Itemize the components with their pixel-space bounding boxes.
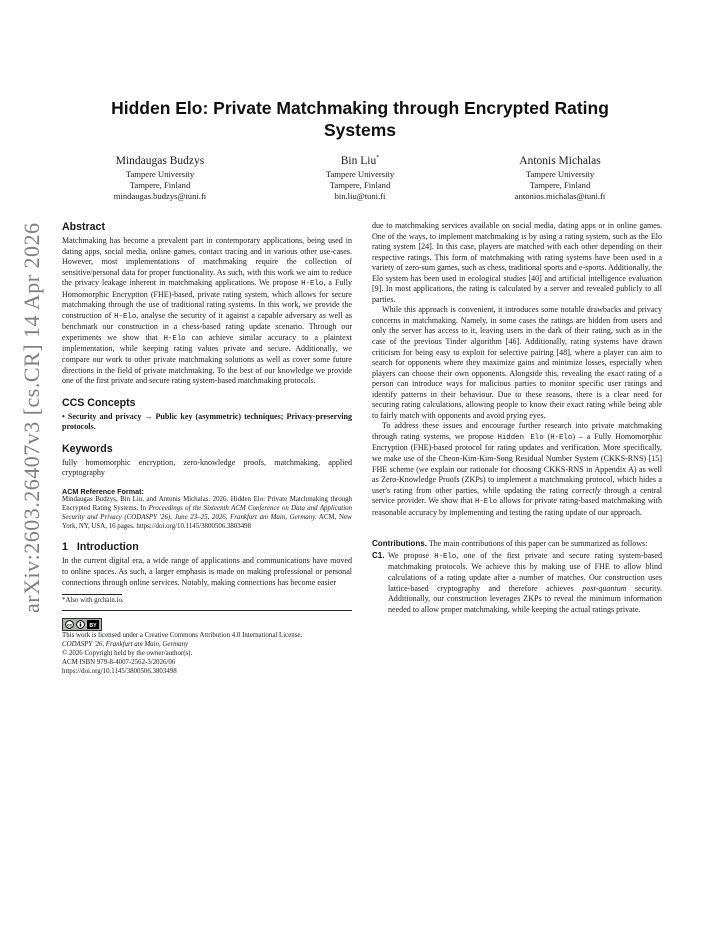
ccs-heading: CCS Concepts (62, 396, 136, 409)
reference-format-text: Mindaugas Budzys, Bin Liu, and Antonis Michalas. 2026. Hidden Elo: Private Matchmaking through Encrypted Rating Systems. In Proceedings of the Sixteenth ACM Conference on Data and Application Security and Privacy (CODASPY '26), June 23–25, 2026, Frankfurt am Main, Germany. ACM, New York, NY, USA, 16 pages. https://doi.org/10.1145/3800506.3803498 (62, 495, 352, 530)
author-email[interactable]: bin.liu@tuni.fi (334, 191, 386, 202)
contribution-text: We propose H-Elo, one of the first private and secure rating system-based matchmaking protocols. We achieve this by making use of FHE to allow blind calculations of a rating update after a number of matches. Our construction uses lattice-based cryptography and therefore achieves post-quantum security. Additionally, our construction leverages ZKPs to reveal the minimum information needed to allow proper matchmaking, while keeping the actual ratings private. (388, 550, 662, 614)
contribution-label: C1. (372, 550, 385, 560)
contribution-c1 (372, 551, 662, 615)
intro-paragraph-3: To address these issues and encourage further research into private matchmaking through rating systems, we propose Hidden Elo (H-Elo) – a Fully Homomorphic Encryption (FHE)-based protocol for rating updates and verification. More specifically, we make use of the Cheon-Kim-Kim-Song Residual Number System (CKKS-RNS) [15] FHE scheme (we explain our rationale for choosing CKKS-RNS in Appendix A) as well as Zero-Knowledge Proofs (ZKPs) to implement a matchmaking protocol, which hides a user's rating from other parties, while updating the rating correctly through a central service provider. We show that H-Elo allows for private rating-based matchmaking with reasonable accuracy by implementing and testing the rating update of our approach. (372, 421, 663, 517)
author-name: Bin Liu (340, 154, 377, 167)
ccs-text: • Security and privacy → Public key (asymmetric) techniques; Privacy-preserving protocols. (62, 411, 352, 432)
left-column (62, 221, 352, 677)
attribution-icon (76, 620, 85, 629)
author-3 (460, 150, 660, 202)
license-rule (62, 610, 352, 611)
cc-by-badge[interactable] (62, 618, 352, 630)
keywords-heading: Keywords (62, 442, 113, 455)
license-doi[interactable]: https://doi.org/10.1145/3800506.3803498 (62, 667, 177, 675)
author-2 (260, 150, 460, 202)
keywords-text: fully homomorphic encryption, zero-knowledge proofs, matchmaking, applied cryptography (62, 457, 352, 478)
contributions-paragraph: Contributions. The main contributions of this paper can be summarized as follows: (372, 539, 648, 549)
intro-text: In the current digital era, a wide range of applications and communications have moved to online spaces. As such, a larger emphasis is made on making professional or personal connections through online services. Notably, making connections has become easier (62, 556, 352, 587)
license-block (62, 632, 352, 677)
author-email[interactable]: antonios.michalas@tuni.fi (514, 191, 606, 202)
svg-text:BY: BY (89, 622, 97, 629)
cc-icon (65, 620, 74, 629)
author-block (60, 150, 660, 202)
license-line: This work is licensed under a Creative Commons Attribution 4.0 International License. (62, 632, 303, 640)
author-affiliation: Tampere University (525, 168, 595, 179)
svg-text:cc: cc (66, 621, 73, 627)
title-line-2: Systems (324, 120, 396, 140)
author-name: Mindaugas Budzys (115, 154, 205, 167)
by-label-icon (87, 620, 99, 629)
intro-heading: 1 Introduction (62, 541, 139, 554)
paper-title (60, 97, 660, 141)
abstract-heading: Abstract (62, 221, 105, 233)
intro-continued: due to matchmaking services available on social media, dating apps or in online games. One of the ways, to implement matchmaking is by using a rating system, such as the Elo rating system [24]. In this case, players are matched with each other depending on their respective ratings. This form of matchmaking with rating systems have been used in a variety of zero-sum games, such as chess, traditional sports and e-sports. Additionally, the Elo system has been used in ecological studies [40] and artificial intelligence evaluation [9]. In most applications, the rating is calculated by a server and revealed publicly to all parties. (372, 221, 662, 304)
arxiv-stamp: arXiv:2603.26407v3 [cs.CR] 14 Apr 2026 (19, 222, 44, 613)
title-line-1: Hidden Elo: Private Matchmaking through Encrypted Rating (111, 98, 609, 118)
reference-format-heading: ACM Reference Format: (62, 486, 144, 496)
right-column (372, 221, 662, 615)
author-mark: * (376, 155, 380, 161)
license-copyright: © 2026 Copyright held by the owner/author(s). (62, 649, 193, 657)
author-affiliation: Tampere University (325, 168, 395, 179)
author-location: Tampere, Finland (329, 180, 391, 191)
footnote-rule (62, 594, 122, 595)
license-venue: CODASPY '26, Frankfurt am Main, Germany (62, 640, 189, 648)
intro-paragraph-2: While this approach is convenient, it introduces some notable drawbacks and privacy concerns in matchmaking. Namely, in some cases the ratings are hidden from users and only the server has access to it, leaving users in the dark of their rating, such as in the case of the previous Tinder algorithm [46]. Additionally, rating systems have drawn criticism for being easy to exploit for selective pairing [48], where a player can aim to search for opponents where they maximize gains and minimize losses, especially when players can choose their own opponents. Alongside this, revealing the exact rating of a person can introduce ways for malicious parties to monitor specific user ratings and identify patterns in their behaviour. Due to these reasons, there is a clear need for securing rating calculations, allowing people to know their exact rating while being able to fairly match with opponents and avoid prying eyes. (372, 305, 662, 420)
footnote: *Also with grchain.io. (62, 597, 124, 605)
author-name: Antonis Michalas (519, 154, 601, 167)
author-email[interactable]: mindaugas.budzys@tuni.fi (113, 191, 207, 202)
license-isbn: ACM ISBN 979-8-4007-2562-3/2026/06 (62, 658, 176, 666)
abstract-text: Matchmaking has become a prevalent part in contemporary applications, being used in dating apps, social media, online games, contact tracing and in various other use-cases. However, most implementations of matchmaking require the collection of sensitive/personal data for proper functionality. As such, with this work we aim to reduce the privacy leakage inherent in matchmaking applications. We propose H-Elo, a Fully Homomorphic Encryption (FHE)-based, private rating system, which allows for secure matchmaking through the use of traditional rating systems. In this work, we provide the construction of H-Elo, analyse the security of it against a capable adversary as well as benchmark our construction in a chess-based rating update scenario. Through our experiments we show that H-Elo can achieve similar accuracy to a plaintext implementation, while keeping rating values private and secure. Additionally, we compare our work to other private matchmaking solutions as well as cover some future directions in the field of private matchmaking. To the best of our knowledge we provide one of the first private and secure rating system-based matchmaking protocols. (62, 236, 353, 386)
author-location: Tampere, Finland (129, 180, 191, 191)
author-location: Tampere, Finland (529, 180, 591, 191)
author-1 (60, 150, 260, 202)
author-affiliation: Tampere University (125, 168, 195, 179)
